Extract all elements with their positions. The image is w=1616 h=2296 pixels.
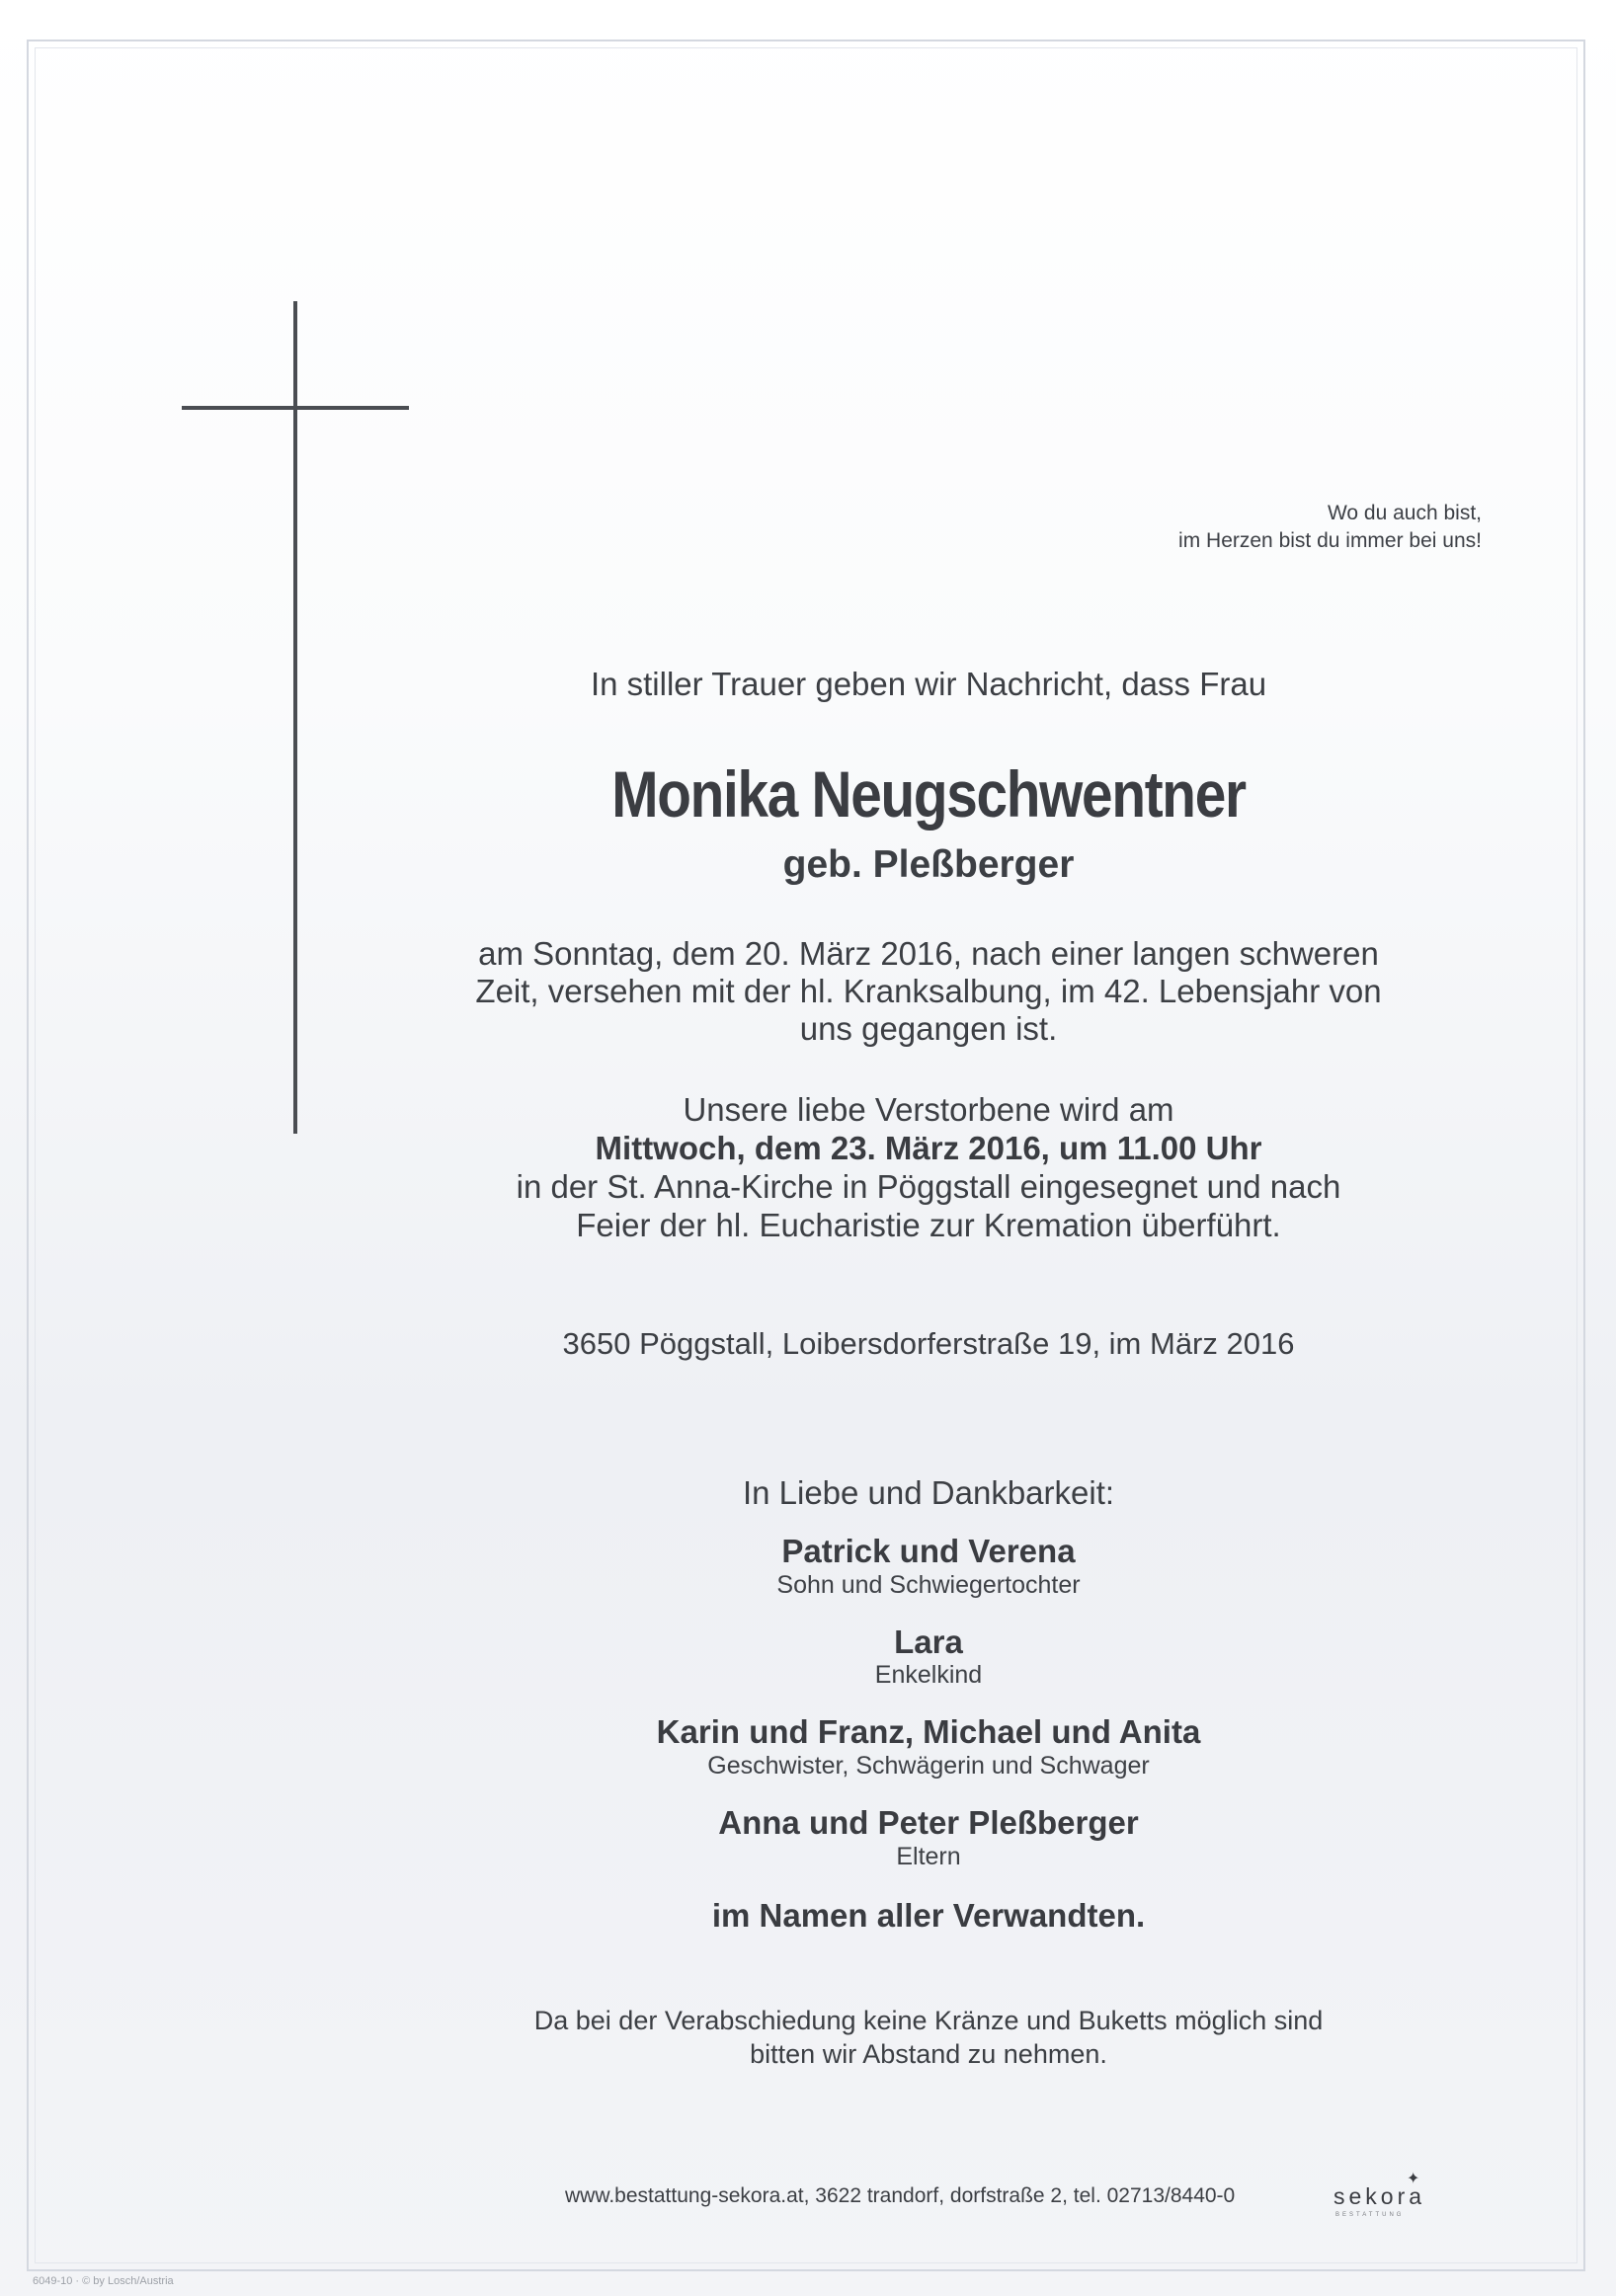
mourner-relation: Sohn und Schwiegertochter — [776, 1571, 1081, 1599]
funeral-line-3: in der St. Anna-Kirche in Pöggstall eingesegnet und nach — [516, 1168, 1341, 1205]
funeral-date: Mittwoch, dem 23. März 2016, um 11.00 Uhr — [595, 1130, 1262, 1166]
footer-contact: www.bestattung-sekora.at, 3622 trandorf, dorfstraße 2, tel. 02713/8440-0 — [565, 2184, 1236, 2207]
cross-horizontal-bar — [182, 406, 409, 410]
logo-subtitle: BESTATTUNG — [1335, 2212, 1405, 2218]
motto-line-2: im Herzen bist du immer bei uns! — [1178, 529, 1482, 552]
sekora-logo: sekora — [1333, 2183, 1426, 2209]
mourners-heading: In Liebe und Dankbarkeit: — [742, 1474, 1115, 1511]
bird-icon: ✦ — [1407, 2171, 1420, 2187]
mourner-relation: Eltern — [896, 1843, 961, 1870]
details-line-1: am Sonntag, dem 20. März 2016, nach einer langen schweren — [478, 935, 1379, 972]
funeral-line-4: Feier der hl. Eucharistie zur Kremation überführt. — [576, 1207, 1281, 1243]
mourner-relation: Enkelkind — [874, 1661, 983, 1689]
cross-vertical-bar — [293, 301, 297, 1134]
funeral-line-1: Unsere liebe Verstorbene wird am — [683, 1091, 1174, 1128]
details-line-2: Zeit, versehen mit der hl. Kranksalbung, im 42. Lebensjahr von — [475, 973, 1382, 1009]
notice-line-2: bitten wir Abstand zu nehmen. — [750, 2039, 1107, 2069]
mourner-names: Patrick und Verena — [781, 1533, 1076, 1569]
mourner-names: Karin und Franz, Michael und Anita — [656, 1713, 1201, 1750]
mourner-names: Anna und Peter Pleßberger — [718, 1804, 1139, 1841]
motto-line-1: Wo du auch bist, — [1327, 502, 1482, 524]
print-mark: 6049-10 · © by Losch/Austria — [33, 2275, 174, 2287]
place-date: 3650 Pöggstall, Loibersdorferstraße 19, im März 2016 — [562, 1326, 1295, 1361]
notice-line-1: Da bei der Verabschiedung keine Kränze und Buketts möglich sind — [533, 2006, 1324, 2035]
birth-name: geb. Pleßberger — [782, 843, 1075, 886]
deceased-name: Monika Neugschwentner — [611, 757, 1246, 831]
announcement-intro: In stiller Trauer geben wir Nachricht, dass Frau — [590, 666, 1267, 702]
mourner-names: Lara — [894, 1623, 963, 1660]
mourners-closing: im Namen aller Verwandten. — [711, 1897, 1146, 1934]
details-line-3: uns gegangen ist. — [799, 1010, 1058, 1047]
mourner-relation: Geschwister, Schwägerin und Schwager — [707, 1752, 1150, 1780]
